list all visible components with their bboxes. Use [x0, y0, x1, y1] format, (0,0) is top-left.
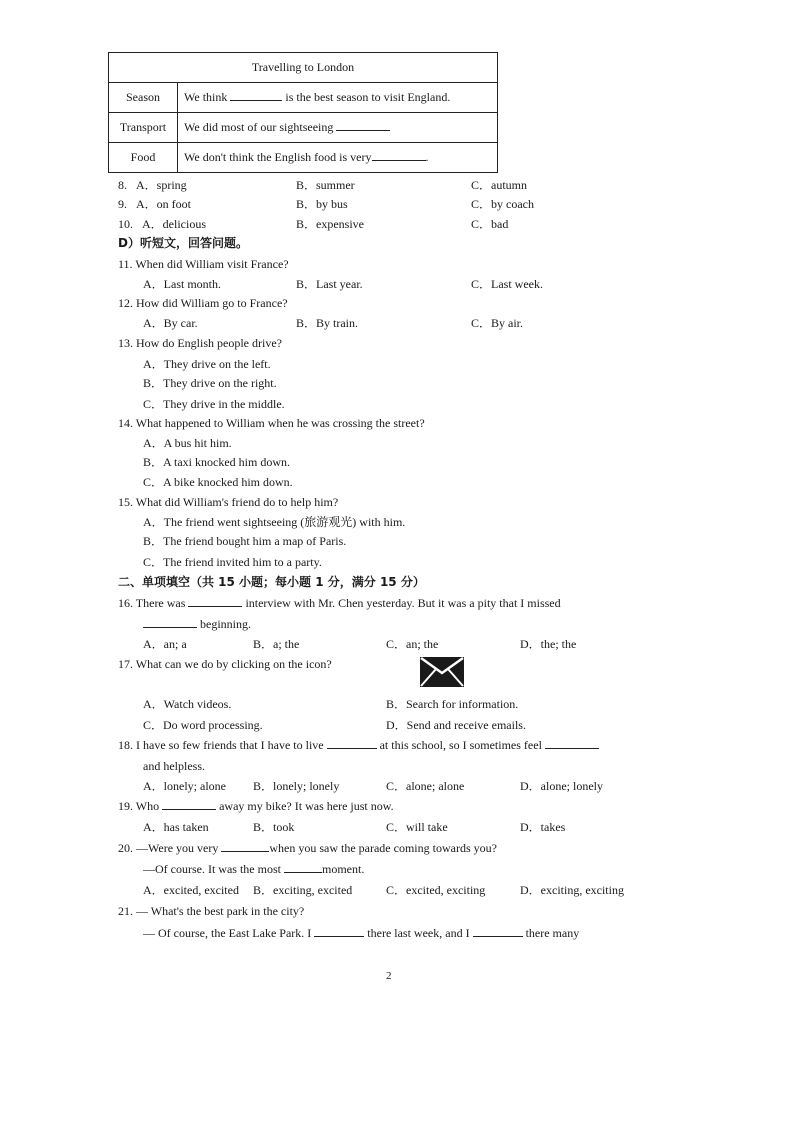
question-stem: 14. What happened to William when he was crossing the street?: [118, 416, 425, 430]
section-heading: D）听短文，回答问题。: [118, 236, 248, 250]
option-c: C．an; the: [386, 637, 439, 651]
option-c: C．autumn: [471, 178, 527, 192]
row-content: We did most of our sightseeing: [178, 113, 498, 143]
option-b: B．They drive on the right.: [143, 376, 277, 390]
option-d: D．Send and receive emails.: [386, 718, 526, 732]
option-a: A．They drive on the left.: [143, 357, 271, 371]
option-b: B．By train.: [296, 316, 358, 330]
question-stem: 19. Who away my bike? It was here just now.: [118, 799, 394, 813]
option-b: B．by bus: [296, 197, 348, 211]
question-stem: 18. I have so few friends that I have to live at this school, so I sometimes feel: [118, 737, 599, 753]
option-c: C．The friend invited him to a party.: [143, 555, 322, 569]
option-c: C．bad: [471, 217, 509, 231]
page-number: 2: [386, 970, 392, 982]
question-stem: 17. What can we do by clicking on the icon?: [118, 657, 332, 671]
question-stem: 13. How do English people drive?: [118, 336, 282, 350]
table-row: [109, 143, 498, 173]
table-title: Travelling to London: [109, 53, 498, 83]
option-c: C．Do word processing.: [143, 718, 263, 732]
option-b: B．summer: [296, 178, 355, 192]
question-stem: 15. What did William's friend do to help him?: [118, 495, 339, 509]
option-b: B．Last year.: [296, 277, 363, 291]
option-a: A．an; a: [143, 637, 187, 651]
option-b: B．a; the: [253, 637, 300, 651]
question-stem-continued: and helpless.: [143, 759, 205, 773]
question-stem: 21. — What's the best park in the city?: [118, 904, 305, 918]
option-a: A．lonely; alone: [143, 779, 226, 793]
envelope-icon: [419, 656, 465, 688]
option-b: B．lonely; lonely: [253, 779, 340, 793]
question-stem: 12. How did William go to France?: [118, 296, 288, 310]
question-stem-continued: — Of course, the East Lake Park. I there last week, and I there many: [143, 926, 580, 940]
row-label: Food: [109, 143, 178, 173]
option-a: A．has taken: [143, 820, 209, 834]
option-b: B．Search for information.: [386, 697, 519, 711]
option-c: C．A bike knocked him down.: [143, 475, 293, 489]
option-c: C．By air.: [471, 316, 524, 330]
option-a: A．A bus hit him.: [143, 436, 232, 450]
option-c: C．They drive in the middle.: [143, 397, 285, 411]
row-label: Transport: [109, 113, 178, 143]
travel-table: [108, 52, 498, 173]
option-a: A．excited, excited: [143, 883, 239, 897]
option-a: A．Last month.: [143, 277, 221, 291]
row-content: We think is the best season to visit England.: [178, 83, 498, 113]
question-stem: 11. When did William visit France?: [118, 257, 289, 271]
option-d: D．the; the: [520, 637, 577, 651]
option-c: C．alone; alone: [386, 779, 465, 793]
option-d: D．alone; lonely: [520, 779, 603, 793]
question-stem: 16. There was interview with Mr. Chen yesterday. But it was a pity that I missed: [118, 596, 561, 610]
option-a: A．By car.: [143, 316, 198, 330]
question-number: 10.: [118, 217, 133, 231]
section-heading: 二、单项填空（共 15 小题；每小题 1 分，满分 15 分）: [118, 575, 425, 589]
option-d: D．exciting, exciting: [520, 883, 624, 897]
option-b: B．expensive: [296, 217, 364, 231]
option-b: B．The friend bought him a map of Paris.: [143, 534, 347, 548]
option-a: A．Watch videos.: [143, 697, 232, 711]
option-a: A．The friend went sightseeing (旅游观光) with him.: [143, 515, 406, 529]
table-row: [109, 113, 498, 143]
option-b: B．A taxi knocked him down.: [143, 455, 290, 469]
option-a: A．on foot: [136, 197, 191, 211]
row-label: Season: [109, 83, 178, 113]
option-a: A．delicious: [142, 217, 206, 231]
question-stem: 20. —Were you very when you saw the parade coming towards you?: [118, 841, 497, 855]
option-c: C．Last week.: [471, 277, 543, 291]
option-c: C．will take: [386, 820, 448, 834]
question-stem-continued: —Of course. It was the most moment.: [143, 862, 365, 876]
option-d: D．takes: [520, 820, 566, 834]
option-b: B．exciting, excited: [253, 883, 353, 897]
option-c: C．excited, exciting: [386, 883, 486, 897]
option-a: A．spring: [136, 178, 187, 192]
option-b: B．took: [253, 820, 295, 834]
question-number: 9.: [118, 197, 127, 211]
option-c: C．by coach: [471, 197, 534, 211]
table-row: [109, 83, 498, 113]
question-stem-continued: beginning.: [143, 616, 251, 632]
row-content: We don't think the English food is very .: [178, 143, 498, 173]
question-number: 8.: [118, 178, 127, 192]
